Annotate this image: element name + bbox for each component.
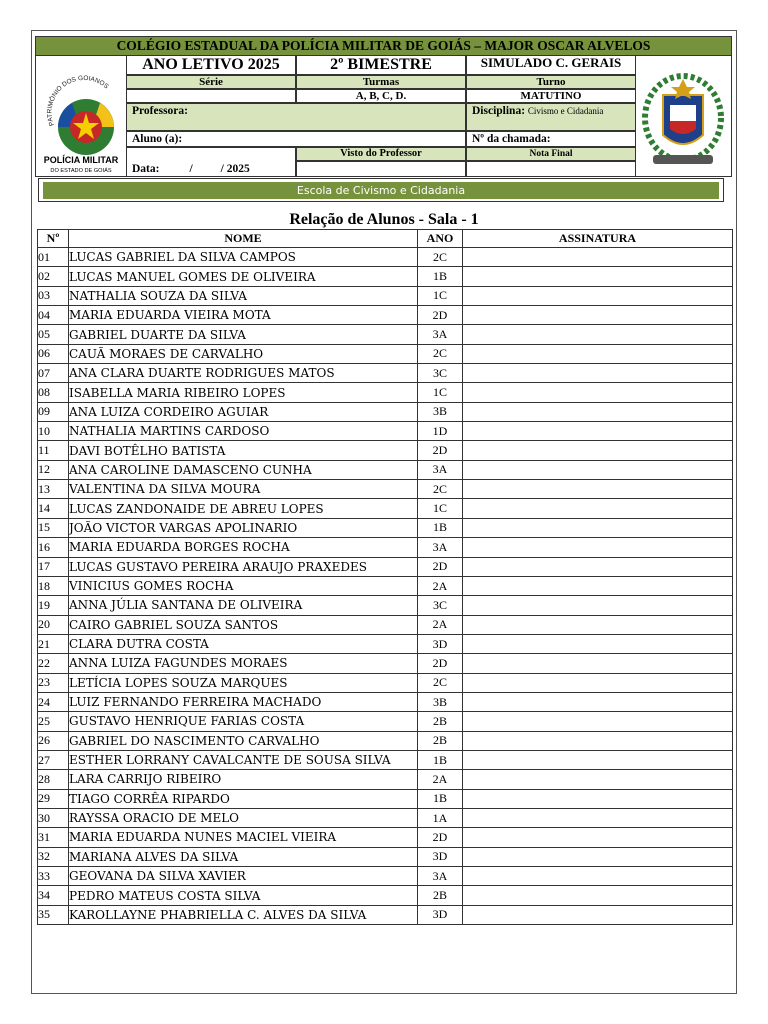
student-name: LARA CARRIJO RIBEIRO [69,770,418,789]
student-number: 25 [38,712,69,731]
signature-cell[interactable] [463,808,733,827]
student-grade: 2D [418,306,463,325]
student-number: 33 [38,867,69,886]
signature-cell[interactable] [463,886,733,905]
student-name: DAVI BOTÊLHO BATISTA [69,441,418,460]
turmas-label: Turmas [296,75,466,89]
table-row [38,770,733,789]
student-grade: 3B [418,692,463,711]
table-row [38,634,733,653]
student-number: 14 [38,499,69,518]
table-row [38,905,733,924]
signature-cell[interactable] [463,654,733,673]
simulado: SIMULADO C. GERAIS [466,55,636,75]
table-row [38,615,733,634]
student-name: GABRIEL DUARTE DA SILVA [69,325,418,344]
student-grade: 1D [418,422,463,441]
aluno-label: Aluno (a): [132,133,183,145]
student-grade: 1C [418,383,463,402]
visto-box[interactable] [296,161,466,177]
table-row [38,576,733,595]
turmas-value: A, B, C, D. [296,89,466,103]
signature-cell[interactable] [463,750,733,769]
table-row [38,789,733,808]
school-title: COLÉGIO ESTADUAL DA POLÍCIA MILITAR DE GOIÁS – MAJOR OSCAR ALVELOS [36,37,731,56]
student-grade: 2D [418,557,463,576]
signature-cell[interactable] [463,286,733,305]
table-row [38,828,733,847]
student-number: 22 [38,654,69,673]
student-number: 21 [38,634,69,653]
student-name: VINICIUS GOMES ROCHA [69,576,418,595]
signature-cell[interactable] [463,731,733,750]
pm-goias-logo [36,55,126,177]
student-name: GUSTAVO HENRIQUE FARIAS COSTA [69,712,418,731]
student-grade: 3D [418,847,463,866]
student-name: CAIRO GABRIEL SOUZA SANTOS [69,615,418,634]
table-row [38,518,733,537]
professora-label: Professora: [132,105,188,117]
student-name: LETÍCIA LOPES SOUZA MARQUES [69,673,418,692]
student-name: ANA CAROLINE DAMASCENO CUNHA [69,460,418,479]
student-name: LUCAS ZANDONAIDE DE ABREU LOPES [69,499,418,518]
table-row [38,344,733,363]
student-number: 29 [38,789,69,808]
student-grade: 3A [418,325,463,344]
disciplina-field [466,103,636,131]
student-number: 20 [38,615,69,634]
student-grade: 2B [418,712,463,731]
student-grade: 2B [418,731,463,750]
header-grid [126,55,636,177]
header-box [35,36,732,177]
student-number: 07 [38,364,69,383]
student-number: 35 [38,905,69,924]
logo-arc-text: PATRIMÔNIO DOS GOIANOS [46,74,110,127]
student-name: PEDRO MATEUS COSTA SILVA [69,886,418,905]
student-name: JOÃO VICTOR VARGAS APOLINARIO [69,518,418,537]
student-number: 04 [38,306,69,325]
logo-state-text: DO ESTADO DE GOIÁS [50,168,112,174]
student-grade: 1A [418,808,463,827]
table-row [38,557,733,576]
student-name: LUCAS GUSTAVO PEREIRA ARAUJO PRAXEDES [69,557,418,576]
student-number: 19 [38,596,69,615]
signature-cell[interactable] [463,422,733,441]
student-grade: 2D [418,654,463,673]
table-row [38,654,733,673]
table-row [38,596,733,615]
student-number: 12 [38,460,69,479]
disciplina-value: Civismo e Cidadania [527,106,604,116]
student-grade: 1B [418,267,463,286]
student-name: CAUÃ MORAES DE CARVALHO [69,344,418,363]
data-sep-1: / [189,163,193,175]
table-row [38,712,733,731]
signature-cell[interactable] [463,673,733,692]
student-number: 26 [38,731,69,750]
table-row [38,286,733,305]
signature-cell[interactable] [463,867,733,886]
signature-cell[interactable] [463,499,733,518]
student-number: 16 [38,538,69,557]
signature-cell[interactable] [463,306,733,325]
table-header-row [38,230,733,248]
student-grade: 2A [418,615,463,634]
signature-cell[interactable] [463,344,733,363]
student-number: 13 [38,480,69,499]
student-name: ANNA JÚLIA SANTANA DE OLIVEIRA [69,596,418,615]
student-grade: 1C [418,286,463,305]
student-number: 03 [38,286,69,305]
table-row [38,847,733,866]
table-row [38,692,733,711]
student-name: NATHALIA MARTINS CARDOSO [69,422,418,441]
student-grade: 3A [418,538,463,557]
school-name-bar: Escola de Civismo e Cidadania [43,182,719,199]
serie-value[interactable] [126,89,296,103]
signature-cell[interactable] [463,538,733,557]
table-row [38,673,733,692]
student-grade: 2C [418,480,463,499]
signature-cell[interactable] [463,460,733,479]
student-grade: 3C [418,596,463,615]
student-name: ESTHER LORRANY CAVALCANTE DE SOUSA SILVA [69,750,418,769]
table-row [38,364,733,383]
student-number: 28 [38,770,69,789]
signature-cell[interactable] [463,267,733,286]
student-grade: 1B [418,789,463,808]
signature-cell[interactable] [463,480,733,499]
student-name: ANA LUIZA CORDEIRO AGUIAR [69,402,418,421]
table-row [38,441,733,460]
school-name-box [38,178,724,202]
student-name: MARIANA ALVES DA SILVA [69,847,418,866]
table-row [38,306,733,325]
bimestre: 2º BIMESTRE [296,55,466,75]
student-name: LUCAS GABRIEL DA SILVA CAMPOS [69,248,418,267]
student-grade: 3C [418,364,463,383]
list-title: Relação de Alunos - Sala - 1 [289,211,479,228]
signature-cell[interactable] [463,847,733,866]
student-number: 05 [38,325,69,344]
student-name: MARIA EDUARDA BORGES ROCHA [69,538,418,557]
student-grade: 1C [418,499,463,518]
signature-cell[interactable] [463,692,733,711]
student-number: 11 [38,441,69,460]
student-number: 06 [38,344,69,363]
student-name: LUCAS MANUEL GOMES DE OLIVEIRA [69,267,418,286]
student-name: RAYSSA ORACIO DE MELO [69,808,418,827]
school-crest-logo [636,55,731,177]
table-row [38,867,733,886]
signature-cell[interactable] [463,789,733,808]
turno-value: MATUTINO [466,89,636,103]
student-number: 15 [38,518,69,537]
student-name: KAROLLAYNE PHABRIELLA C. ALVES DA SILVA [69,905,418,924]
data-field[interactable] [126,147,296,177]
student-number: 01 [38,248,69,267]
professora-field[interactable] [126,103,466,131]
table-row [38,480,733,499]
student-grade: 3B [418,402,463,421]
chamada-field[interactable] [466,131,636,147]
student-grade: 2C [418,248,463,267]
table-row [38,383,733,402]
table-row [38,886,733,905]
student-name: ANA CLARA DUARTE RODRIGUES MATOS [69,364,418,383]
visto-label: Visto do Professor [296,147,466,161]
signature-cell[interactable] [463,712,733,731]
table-row [38,248,733,267]
student-number: 17 [38,557,69,576]
student-name: MARIA EDUARDA NUNES MACIEL VIEIRA [69,828,418,847]
signature-cell[interactable] [463,828,733,847]
student-name: ANNA LUIZA FAGUNDES MORAES [69,654,418,673]
signature-cell[interactable] [463,441,733,460]
student-number: 31 [38,828,69,847]
student-name: GEOVANA DA SILVA XAVIER [69,867,418,886]
student-name: TIAGO CORRÊA RIPARDO [69,789,418,808]
student-number: 24 [38,692,69,711]
nota-label: Nota Final [466,147,636,161]
student-grade: 1B [418,750,463,769]
signature-cell[interactable] [463,576,733,595]
student-name: CLARA DUTRA COSTA [69,634,418,653]
signature-cell[interactable] [463,518,733,537]
signature-cell[interactable] [463,402,733,421]
student-name: GABRIEL DO NASCIMENTO CARVALHO [69,731,418,750]
signature-cell[interactable] [463,615,733,634]
student-number: 23 [38,673,69,692]
student-grade: 3A [418,867,463,886]
student-grade: 2A [418,770,463,789]
col-signature-header: ASSINATURA [463,230,733,248]
col-num-header: Nº [38,230,69,248]
signature-cell[interactable] [463,364,733,383]
signature-cell[interactable] [463,905,733,924]
student-grade: 2C [418,673,463,692]
student-grade: 2C [418,344,463,363]
student-grade: 2A [418,576,463,595]
chamada-label: Nº da chamada: [472,133,551,145]
student-number: 27 [38,750,69,769]
logo-pm-text: POLÍCIA MILITAR [43,155,119,165]
table-row [38,267,733,286]
student-grade: 3D [418,634,463,653]
student-grade: 2B [418,886,463,905]
signature-cell[interactable] [463,325,733,344]
data-sep-2: / 2025 [220,163,250,175]
table-row [38,422,733,441]
students-table [37,229,733,925]
signature-cell[interactable] [463,634,733,653]
table-row [38,538,733,557]
aluno-field[interactable] [126,131,466,147]
col-name-header: NOME [69,230,418,248]
student-name: NATHALIA SOUZA DA SILVA [69,286,418,305]
student-grade: 3D [418,905,463,924]
student-number: 18 [38,576,69,595]
student-grade: 3A [418,460,463,479]
student-number: 34 [38,886,69,905]
signature-cell[interactable] [463,248,733,267]
serie-label: Série [126,75,296,89]
table-row [38,808,733,827]
table-row [38,499,733,518]
table-row [38,402,733,421]
student-number: 09 [38,402,69,421]
student-number: 32 [38,847,69,866]
disciplina-label: Disciplina: [472,105,526,117]
student-number: 02 [38,267,69,286]
signature-cell[interactable] [463,383,733,402]
table-row [38,460,733,479]
signature-cell[interactable] [463,557,733,576]
data-label: Data: [132,163,160,175]
signature-cell[interactable] [463,770,733,789]
student-name: MARIA EDUARDA VIEIRA MOTA [69,306,418,325]
table-row [38,325,733,344]
student-grade: 2D [418,441,463,460]
nota-box[interactable] [466,161,636,177]
signature-cell[interactable] [463,596,733,615]
student-grade: 2D [418,828,463,847]
table-row [38,731,733,750]
ano-letivo: ANO LETIVO 2025 [126,55,296,75]
student-grade: 1B [418,518,463,537]
student-name: VALENTINA DA SILVA MOURA [69,480,418,499]
student-number: 30 [38,808,69,827]
turno-label: Turno [466,75,636,89]
col-ano-header: ANO [418,230,463,248]
student-name: ISABELLA MARIA RIBEIRO LOPES [69,383,418,402]
student-number: 10 [38,422,69,441]
student-name: LUIZ FERNANDO FERREIRA MACHADO [69,692,418,711]
student-number: 08 [38,383,69,402]
table-row [38,750,733,769]
